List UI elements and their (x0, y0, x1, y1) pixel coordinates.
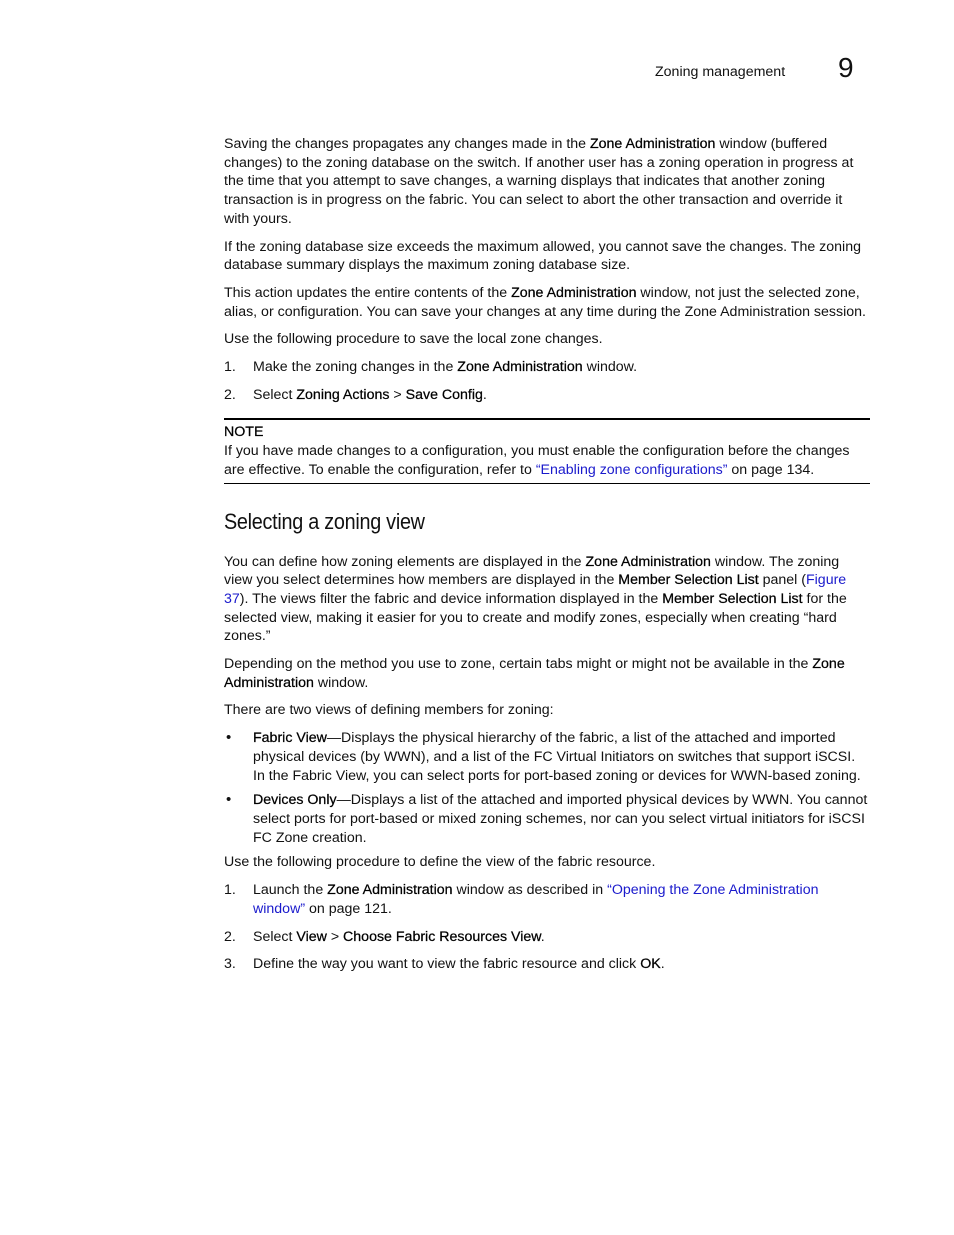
bullet-icon: • (226, 791, 232, 809)
paragraph-zoning-view: You can define how zoning elements are displayed in the Zone Administration window. The zoning view you select determines how members are displayed in the Member Selection List panel (Figure 37). The views filter the fabric and device information displayed in the Member Selection List for the selected view, making it easier for you to create and modify zones, especially when creating “hard zones.” (224, 553, 847, 645)
list-item: 3. Define the way you want to view the fabric resource and click OK. (224, 956, 665, 973)
paragraph-procedure-intro: Use the following procedure to save the local zone changes. (224, 331, 603, 348)
list-item: 1. Make the zoning changes in the Zone Administration window. (224, 359, 638, 376)
save-steps-list (224, 358, 870, 404)
list-item: • Devices Only—Displays a list of the attached and imported physical devices by WWN. You cannot select ports for port-based or mixed zoning schemes, nor can you select virtual initiators for iSCSI FC Zone creation. (226, 791, 868, 846)
list-item: • Fabric View—Displays the physical hierarchy of the fabric, a list of the attached and imported physical devices (by WWN), and a list of the FC Virtual Initiators on switches that support iSCSI. In the Fabric View, you can select ports for port-based zoning or devices for WWN-based zoning. (226, 729, 861, 784)
paragraph-saving-changes: Saving the changes propagates any changes made in the Zone Administration window (buffered changes) to the zoning database on the switch. If another user has a zoning operation in progress at the time that you attempt to save changes, a warning displays that indicates that another zoning transaction is in progress on the fabric. You can select to abort the other transaction and override it with yours. (224, 136, 854, 227)
paragraph-two-views: There are two views of defining members for zoning: (224, 702, 554, 719)
paragraph-define-view: Use the following procedure to define the view of the fabric resource. (224, 854, 656, 871)
section-heading: Selecting a zoning view (224, 508, 425, 534)
ui-term: Zone Administration (589, 136, 716, 152)
paragraph-tabs: Depending on the method you use to zone, certain tabs might or might not be available in the Zone Administration window. (224, 656, 845, 691)
note-text: If you have made changes to a configuration, you must enable the configuration before the changes are effective. To enable the configuration, refer to “Enabling zone configurations” on page 134. (224, 443, 850, 478)
figure-link[interactable]: Figure 37 (224, 572, 847, 607)
paragraph-database-size: If the zoning database size exceeds the maximum allowed, you cannot save the changes. The zoning database summary displays the maximum zoning database size. (224, 238, 861, 274)
note-box (224, 418, 870, 483)
paragraph-update-contents: This action updates the entire contents of the Zone Administration window, not just the selected zone, alias, or configuration. You can save your changes at any time during the Zone Administration session. (224, 284, 866, 320)
list-item: 1. Launch the Zone Administration window as described in “Opening the Zone Administration window” on page 121. (224, 882, 819, 917)
view-steps-list (224, 881, 870, 974)
note-label: NOTE (224, 424, 264, 441)
list-item: 2. Select View > Choose Fabric Resources View. (224, 928, 545, 945)
chapter-number: 9 (838, 52, 854, 83)
views-bullet-list (224, 729, 870, 847)
list-item: 2. Select Zoning Actions > Save Config. (224, 386, 487, 403)
ui-term: Zone Administration (511, 284, 637, 301)
cross-reference-link[interactable]: “Enabling zone configurations” (535, 461, 728, 478)
running-header-section: Zoning management (655, 64, 786, 80)
page-body (224, 135, 870, 983)
bullet-icon: • (226, 729, 232, 747)
cross-reference-link[interactable]: “Opening the Zone Administration window” (253, 882, 819, 917)
